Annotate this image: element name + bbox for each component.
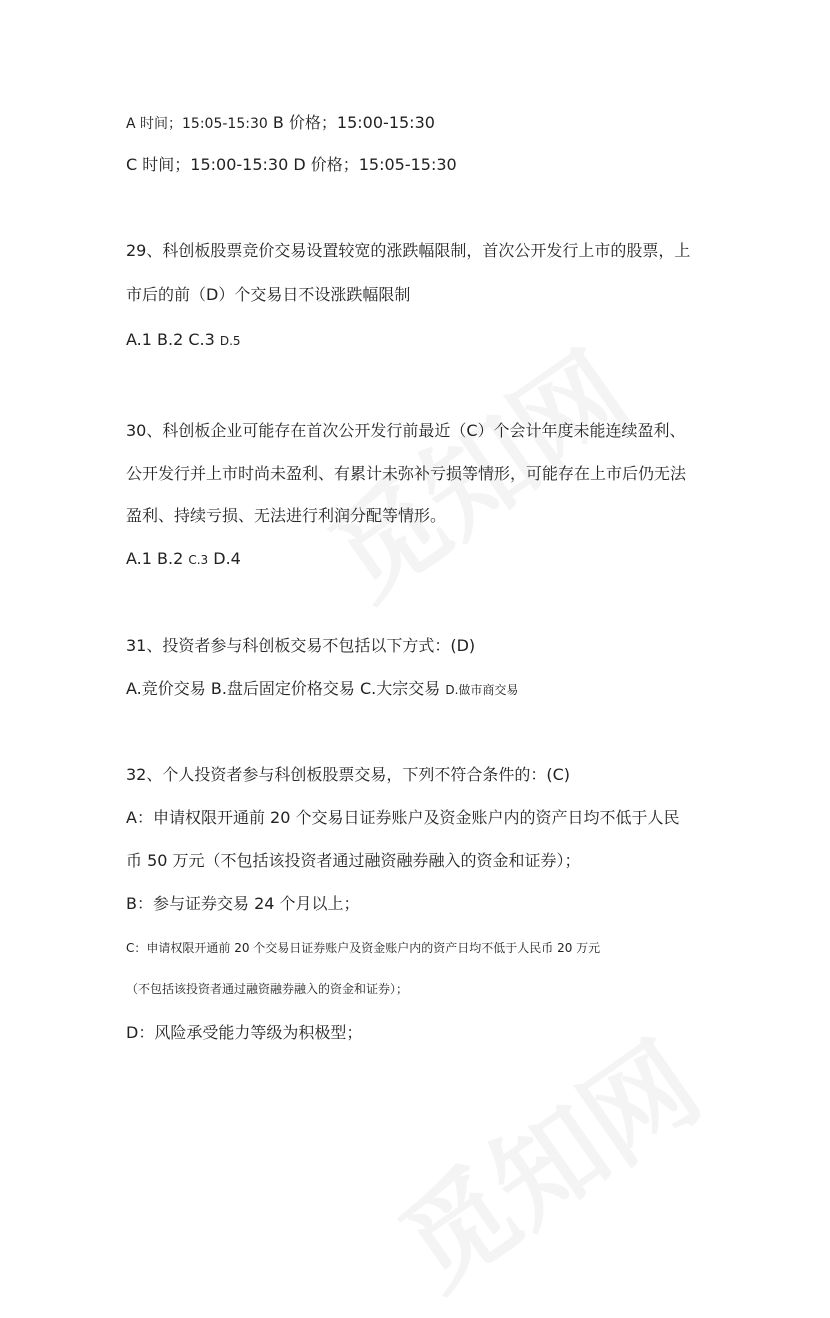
q29-question-line-2: 市后的前（D）个交易日不设涨跌幅限制 bbox=[126, 285, 411, 304]
q32-question: 32、个人投资者参与科创板股票交易，下列不符合条件的：(C) bbox=[126, 765, 571, 784]
q31-options bbox=[126, 681, 518, 697]
q31-option-d: D.做市商交易 bbox=[445, 683, 519, 697]
q29-option-d: D.5 bbox=[219, 334, 241, 348]
q28-options-cd: C 时间；15:00-15:30 D 价格；15:05-15:30 bbox=[126, 155, 457, 174]
q32-option-d: D：风险承受能力等级为积极型； bbox=[126, 1023, 363, 1042]
q31-question: 31、投资者参与科创板交易不包括以下方式：(D) bbox=[126, 636, 476, 655]
q30-options-ab: A.1 B.2 bbox=[126, 549, 189, 568]
q30-option-c: C.3 bbox=[188, 553, 209, 567]
q30-options bbox=[126, 551, 241, 567]
q30-question-line-3: 盈利、持续亏损、无法进行利润分配等情形。 bbox=[126, 506, 447, 525]
q32-option-b: B：参与证券交易 24 个月以上； bbox=[126, 894, 360, 913]
q29-question-line-1: 29、科创板股票竞价交易设置较宽的涨跌幅限制，首次公开发行上市的股票，上 bbox=[126, 241, 691, 260]
q30-question-line-2: 公开发行并上市时尚未盈利、有累计未弥补亏损等情形，可能存在上市后仍无法 bbox=[126, 464, 687, 483]
q32-option-a-line-1: A：申请权限开通前 20 个交易日证券账户及资金账户内的资产日均不低于人民 bbox=[126, 808, 680, 827]
q30-question-line-1: 30、科创板企业可能存在首次公开发行前最近（C）个会计年度未能连续盈利、 bbox=[126, 421, 686, 440]
q31-options-abc: A.竞价交易 B.盘后固定价格交易 C.大宗交易 bbox=[126, 679, 446, 698]
watermark bbox=[365, 1000, 726, 1318]
q28-options-ab bbox=[126, 115, 435, 131]
q32-option-c-line-1: C：申请权限开通前 20 个交易日证券账户及资金账户内的资产日均不低于人民币 20 万元 bbox=[126, 941, 601, 955]
q32-option-c-line-2: （不包括该投资者通过融资融券融入的资金和证券）； bbox=[126, 982, 409, 996]
q29-options bbox=[126, 332, 241, 348]
q29-options-abc: A.1 B.2 C.3 bbox=[126, 330, 220, 349]
q30-option-d: D.4 bbox=[208, 549, 241, 568]
q28-option-b: B 价格；15:00-15:30 bbox=[267, 113, 435, 132]
q28-option-a: A 时间；15:05-15:30 bbox=[126, 116, 268, 132]
q32-option-a-line-2: 币 50 万元（不包括该投资者通过融资融券融入的资金和证券）； bbox=[126, 851, 581, 870]
